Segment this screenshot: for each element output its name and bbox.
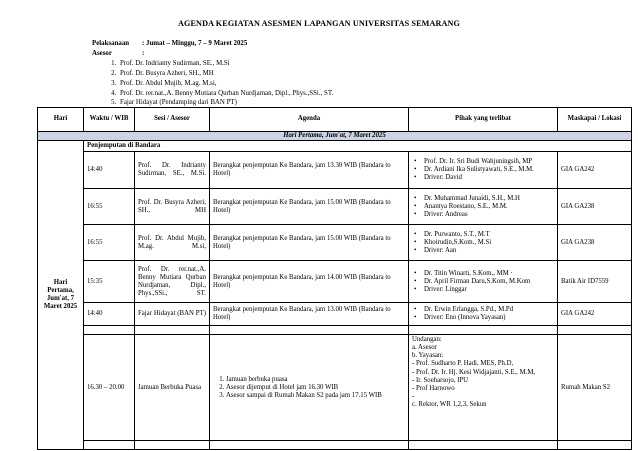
pihak-cell: [409, 335, 558, 441]
header-waktu: Waktu / WIB: [84, 108, 135, 132]
pelaksanaan-value: : Jumat – Minggu, 7 – 9 Maret 2025: [142, 40, 248, 47]
list-item: - Prof. Sudharto P. Hadi, MES, Ph.D,: [412, 360, 514, 368]
pihak-cell: [409, 261, 558, 303]
pihak-cell: [409, 225, 558, 261]
pihak-list: [412, 231, 554, 255]
list-item: c. Rektor, WR 1,2,3, Sekun: [412, 400, 487, 408]
pihak-list: [412, 270, 554, 294]
table-row: [38, 189, 632, 225]
list-item: • Dr. Erwin Erlangga, S.Pd., M.Pd: [424, 306, 554, 314]
sesi-cell: Jamuan Berbuka Puasa: [135, 335, 210, 441]
asesor-list: [92, 59, 333, 109]
pihak-list: [412, 195, 554, 219]
list-item: 1. Jamuan berbuka puasa: [226, 376, 405, 384]
table-row: [38, 303, 632, 326]
table-row: [38, 225, 632, 261]
sesi-cell: Prof. Dr. Abdul Mujib, M.ag. M.si,: [135, 225, 210, 261]
asesor-row: [92, 49, 333, 59]
list-item: 3. Asesor sampai di Rumah Makan S2 pada jam 17.15 WIB: [226, 392, 405, 400]
agenda-cell: Berangkat penjemputan Ke Bandara, jam 14.00 WIB (Bandara to Hotel): [210, 261, 409, 303]
waktu-cell: 14:40: [84, 303, 135, 326]
page-title: AGENDA KEGIATAN ASESMEN LAPANGAN UNIVERSITAS SEMARANG: [178, 19, 460, 28]
list-item: • Driver: Linggar: [424, 286, 554, 294]
pihak-cell: [409, 189, 558, 225]
day-heading-row: [38, 132, 632, 141]
spacer-row: [38, 441, 632, 450]
waktu-cell: 16.30 – 20.00: [84, 335, 135, 441]
agenda-cell: Berangkat penjemputan Ke Bandara, jam 15.00 WIB (Bandara to Hotel): [210, 189, 409, 225]
list-item: • Driver: David: [424, 174, 554, 182]
sesi-cell: Prof. Dr. Busyra Azheri, SH., MH: [135, 189, 210, 225]
agenda-cell: Berangkat penjemputan Ke Bandara, jam 13.00 WIB (Bandara to Hotel): [210, 303, 409, 326]
asesor-item: 2. Prof. Dr. Busyra Azheri, SH., MH: [118, 69, 333, 79]
waktu-cell: 16:55: [84, 225, 135, 261]
asesor-item: 4. Prof. Dr. rer.nat.,A. Benny Mutiara Qurban Nurdjaman, Dipl., Phys.,SSi., ST.: [118, 89, 333, 99]
header-sesi: Sesi / Asesor: [135, 108, 210, 132]
sesi-cell: Fajar Hidayat (BAN PT): [135, 303, 210, 326]
list-item: Undangan:: [412, 336, 442, 344]
asesor-label: Asesor: [92, 49, 112, 57]
agenda-list: [213, 376, 405, 400]
table-row: [38, 261, 632, 303]
maskapai-cell: Batik Air ID7559: [558, 261, 632, 303]
list-item: • Dr. Purwanto, S.T., M.T: [424, 231, 554, 239]
list-item: • Dr. Ardiani Ika Sulistyawati, S.E., M.M.: [424, 166, 554, 174]
list-item: • Dr. Titin Winarti, S.Kom., MM ·: [424, 270, 554, 278]
list-item: • Driver: Eno (Innova Yayasan): [424, 314, 554, 322]
list-item: • Khoirudin,S.Kom., M.Si: [424, 239, 554, 247]
spacer-row: [38, 326, 632, 335]
list-item: -: [412, 392, 415, 400]
list-item: 2. Asesor dijemput di Hotel jam 16.30 WIB: [226, 384, 405, 392]
pihak-cell: [409, 152, 558, 189]
table-row: [38, 152, 632, 189]
list-item: • Anantya Roestano, S.E., M.M.: [424, 203, 554, 211]
pihak-cell: [409, 303, 558, 326]
sesi-cell: Prof. Dr. Indrianty Sudirman, SE., M.Si.: [135, 152, 210, 189]
list-item: • Prof. Dr. Ir. Sri Budi Wahjuningsih, MP: [424, 158, 554, 166]
list-item: b. Yayasan:: [412, 352, 444, 360]
list-item: • Dr. April Firman Daru,S.Kom, M.Kom: [424, 278, 554, 286]
maskapai-cell: GIA GA238: [558, 225, 632, 261]
asesor-item: 5. Fajar Hidayat (Pendamping dari BAN PT): [118, 98, 333, 108]
waktu-cell: 15:35: [84, 261, 135, 303]
waktu-cell: 14:40: [84, 152, 135, 189]
group-label: Penjemputan di Bandara: [84, 141, 632, 152]
list-item: • Driver: Aan: [424, 247, 554, 255]
asesor-item: 3. Prof. Dr. Abdul Mujib, M.ag. M.si,: [118, 79, 333, 89]
event-info: [92, 39, 333, 108]
table-row: [38, 335, 632, 441]
asesor-item: 1. Prof. Dr. Indrianty Sudirman, SE., M.Si: [118, 59, 333, 69]
list-item: - Prof. Dr. Ir. Hj. Kesi Widjajanti, S.E., M.M,: [412, 368, 536, 376]
table-header-row: [38, 108, 632, 132]
agenda-cell: Berangkat penjemputan Ke Bandara, jam 13.30 WIB (Bandara to Hotel): [210, 152, 409, 189]
waktu-cell: 16:55: [84, 189, 135, 225]
maskapai-cell: GIA GA242: [558, 152, 632, 189]
list-item: a. Asesor: [412, 344, 437, 352]
list-item: - Prof Harnowo: [412, 384, 455, 392]
agenda-table: [37, 107, 632, 450]
pelaksanaan-label: Pelaksanaan: [92, 40, 130, 47]
header-hari: Hari: [38, 108, 84, 132]
list-item: • Driver: Andreas: [424, 211, 554, 219]
group-row: [38, 141, 632, 152]
maskapai-cell: GIA GA242: [558, 303, 632, 326]
sesi-cell: Prof. Dr. rer.nat.,A. Benny Mutiara Qurban Nurdjaman, Dipl., Phys.,SSi., ST.: [135, 261, 210, 303]
agenda-cell: [210, 335, 409, 441]
list-item: - Ir. Soeharsojo, IPU: [412, 376, 469, 384]
day-heading: Hari Pertama, Jum'at, 7 Maret 2025: [38, 132, 632, 141]
header-maskapai: Maskapai / Lokasi: [558, 108, 632, 132]
header-agenda: Agenda: [210, 108, 409, 132]
pelaksanaan-row: [92, 39, 333, 49]
maskapai-cell: GIA GA238: [558, 189, 632, 225]
maskapai-cell: Rumah Makan S2: [558, 335, 632, 441]
header-pihak: Pihak yang terlibat: [409, 108, 558, 132]
agenda-cell: Berangkat penjemputan Ke Bandara, jam 15.00 WIB (Bandara to Hotel): [210, 225, 409, 261]
list-item: • Dr. Muhammad Junaidi, S.H., M.H: [424, 195, 554, 203]
hari-cell: Hari Pertama, Jum'at, 7 Maret 2025: [38, 141, 84, 450]
pihak-list: [412, 158, 554, 182]
pihak-list: [412, 306, 554, 322]
asesor-colon: :: [142, 49, 145, 57]
